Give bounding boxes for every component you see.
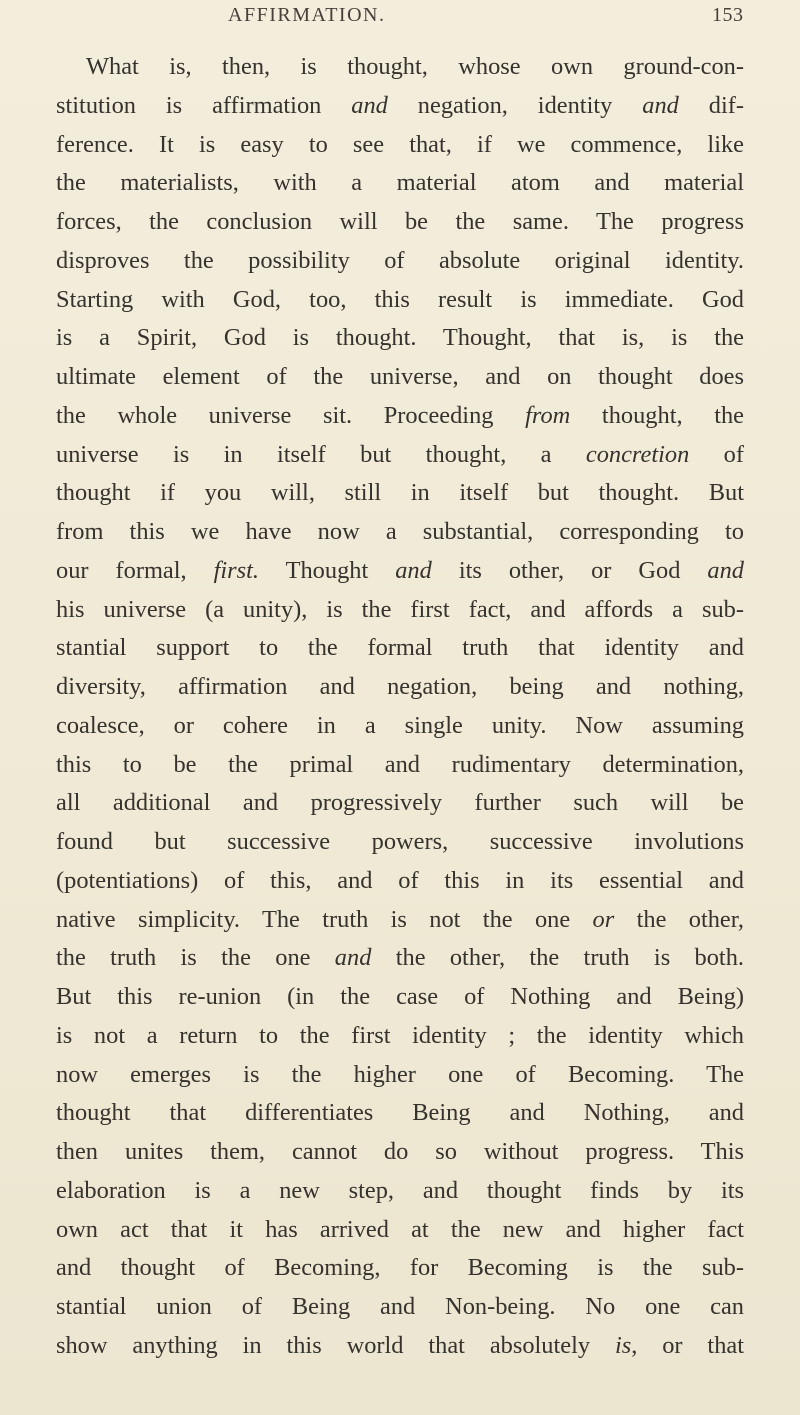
text-segment: stantial union of Being and Non-being. No one can (56, 1293, 744, 1320)
running-title: AFFIRMATION. (228, 4, 386, 26)
italic-text: and (334, 944, 372, 972)
text-segment: native simplicity. The truth is not the one (56, 905, 593, 933)
page-number: 153 (712, 4, 744, 26)
text-line (56, 126, 744, 165)
text-line (56, 1288, 744, 1327)
text-line (56, 978, 744, 1017)
text-segment: show anything in this world that absolutely (56, 1331, 615, 1359)
text-line (56, 668, 744, 707)
text-segment: the whole universe sit. Proceeding (56, 401, 526, 429)
italic-text: and (707, 556, 744, 584)
text-segment: its other, or God (431, 556, 708, 584)
text-segment: (potentiations) of this, and of this in its essential and (56, 866, 744, 894)
text-segment: dif- (678, 91, 744, 119)
text-line (56, 1133, 744, 1172)
body-paragraph (56, 48, 744, 1366)
text-segment: then unites them, cannot do so without progress. This (56, 1138, 744, 1165)
text-line (56, 591, 744, 630)
text-line (56, 1172, 744, 1211)
text-segment: from this we have now a substantial, corresponding to (56, 518, 744, 545)
text-segment: now emerges is the higher one of Becoming. The (56, 1060, 744, 1088)
text-segment: ference. It is easy to see that, if we commence, like (56, 130, 744, 158)
italic-text: and (395, 556, 432, 584)
text-segment: elaboration is a new step, and thought finds by its (56, 1176, 744, 1204)
text-segment: ultimate element of the universe, and on thought does (56, 363, 744, 390)
running-head (0, 4, 800, 44)
italic-text: is (614, 1331, 632, 1359)
text-segment: the truth is the one (56, 944, 335, 972)
text-line (56, 87, 744, 126)
text-segment: forces, the conclusion will be the same. The progress (56, 208, 744, 235)
text-line (56, 1094, 744, 1133)
text-segment: the materialists, with a material atom and material (56, 169, 744, 197)
text-line (56, 1211, 744, 1250)
italic-text: from (525, 401, 571, 429)
text-segment: , or that (631, 1331, 745, 1359)
text-segment: universe is in itself but thought, a (56, 440, 586, 468)
text-line (56, 1249, 744, 1288)
text-line (56, 629, 744, 668)
text-segment: coalesce, or cohere in a single unity. Now assuming (56, 711, 744, 739)
text-line (56, 823, 744, 862)
text-line (56, 319, 744, 358)
text-segment: thought that differentiates Being and Nothing, and (56, 1099, 744, 1127)
text-line (56, 707, 744, 746)
text-line (56, 474, 744, 513)
text-line (56, 436, 744, 475)
text-segment: found but successive powers, successive involutions (56, 828, 744, 855)
italic-text: first. (213, 556, 260, 584)
text-line (56, 784, 744, 823)
text-line (56, 358, 744, 397)
italic-text: and (642, 91, 679, 119)
text-line (56, 901, 744, 940)
text-segment: negation, identity (387, 91, 643, 119)
text-segment: thought, the (570, 401, 745, 429)
text-segment: thought if you will, still in itself but thought. But (56, 479, 744, 507)
text-segment: the other, (614, 905, 744, 933)
text-line (56, 746, 744, 785)
text-segment: this to be the primal and rudimentary determination, (56, 750, 744, 778)
text-segment: his universe (a unity), is the first fact, and affords a sub- (56, 595, 744, 623)
text-segment: stitution is affirmation (56, 91, 352, 119)
text-segment: of (689, 440, 744, 468)
text-line (56, 1017, 744, 1056)
text-line (56, 1327, 744, 1366)
text-segment: own act that it has arrived at the new and higher fact (56, 1215, 744, 1243)
text-segment: disproves the possibility of absolute original identity. (56, 246, 744, 274)
text-segment: is a Spirit, God is thought. Thought, that is, is the (56, 324, 744, 352)
text-line (56, 281, 744, 320)
text-segment: our formal, (56, 556, 214, 584)
text-segment: and thought of Becoming, for Becoming is the sub- (56, 1254, 744, 1282)
text-line (56, 862, 744, 901)
text-line (56, 1056, 744, 1095)
text-line (56, 164, 744, 203)
text-line (56, 513, 744, 552)
text-segment: diversity, affirmation and negation, being and nothing, (56, 673, 744, 700)
text-line (56, 48, 744, 87)
text-segment: the other, the truth is both. (371, 944, 744, 972)
text-segment: But this re-union (in the case of Nothing and Being) (56, 983, 744, 1010)
text-segment: Thought (259, 556, 396, 584)
text-line (56, 242, 744, 281)
text-line (56, 939, 744, 978)
text-line (56, 397, 744, 436)
text-segment: Starting with God, too, this result is immediate. God (56, 285, 744, 313)
italic-text: or (592, 905, 615, 933)
text-line (56, 203, 744, 242)
text-segment: is not a return to the first identity ; the identity which (56, 1021, 744, 1049)
text-line (56, 552, 744, 591)
text-segment: stantial support to the formal truth that identity and (56, 634, 744, 662)
text-segment: all additional and progressively further such will be (56, 789, 744, 817)
text-segment: What is, then, is thought, whose own ground-con- (86, 53, 744, 80)
italic-text: and (351, 91, 388, 119)
italic-text: concretion (585, 440, 690, 468)
